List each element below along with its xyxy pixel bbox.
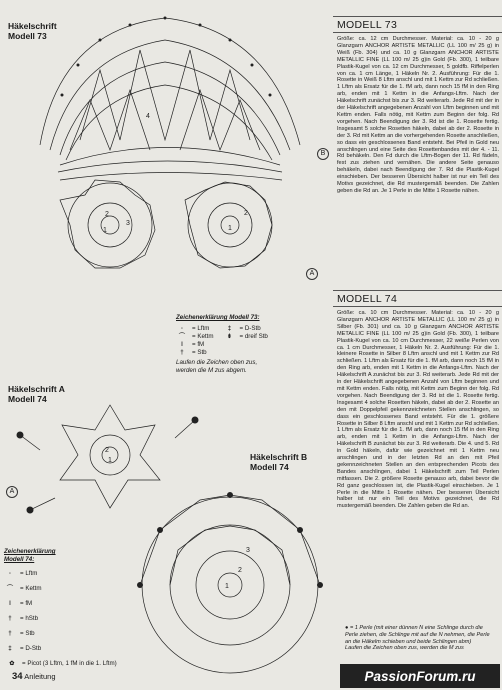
model-73-text: Größe: ca. 12 cm Durchmesser. Material: ca. 10 - 20 g Glanzgarn ANCHOR ARTISTE METALLIC (LL 100 m/ 25 g) in Weiß (Fb. 304) und ca. 10 g Glanzgarn ANCHOR ARTISTE METALLIC FINE (LL 100 m/ 25 g)in Gold (Fb. 300), 1 teilbare Plastik-Kugel von ca. 12 cm Durchmesser, 5 goldfb. Riffelperlen von ca. 1 cm Länge, 1 Häkeln Nr. 2. Ausführung: Für die 1. Rosette in Weiß 8 Lftm anschl und mit 1 Kettm zur Rd schließen. 1 Lftm als Ersatz für die 1. fM arb, dann noch 15 fM in den Ring arb, enden mit 1 Kettm in die Anfangs-Lftm. Nach der Häkelschrift zunächst bis zur 3. Rd weiterarb. Jede Rd mit der in der Häkelschrift angegebenen Anzahl von Lftm beginnen und mit Kettm enden. Falls nötig, mit Kettm zum Beginn der folg. Rd vorgehen. Nach Beendigung der 3. Rd ist die 1. Rosette fertig. Insgesamt 5 solche Rosetten häkeln, dabei ab der 2. Rosette in der 3. Rd mit Kettm an die vorhergehenden Rosette anschließen, so dass ein geschlossenes Band entsteht. Bei Pfeil in Gold neu anschlingen und eine Seite des Rosettenbandes mit der 4. - 11. Rd behäkeln. Den Fd durch die Lftm-Bogen der 11. Rd fädeln, fest zus ziehen und vernähen. Die andere Seite genauso behäkeln, dabei nach Beendigung der 7. Rd die Plastik-Kugel einschieben. Der besseren Übersicht halber ist nur ein Teil des Motivs gezeichnet, die Rd mustergemäß beenden. Die Zahlen geben die Rd an. Je 1 Perle in die Mitte 1 Rosette nähen. (337, 36, 499, 194)
svg-text:1: 1 (225, 583, 229, 590)
svg-text:3: 3 (126, 220, 130, 227)
legend-title: Zeichenerklärung Modell 73: (176, 314, 260, 321)
heading-line: Modell 74 (8, 394, 47, 404)
heading-line: Häkelschrift A (8, 384, 65, 394)
model-73-title: MODELL 73 (333, 16, 502, 33)
heading-line: Häkelschrift B (250, 452, 308, 462)
svg-text:1: 1 (108, 457, 112, 464)
watermark-logo: PassionForum.ru (340, 664, 500, 688)
label-b-circle: B (317, 148, 329, 160)
perle-note (345, 625, 495, 652)
treble-crochet-icon: ‡ (227, 325, 232, 332)
svg-text:2: 2 (105, 447, 109, 454)
legend-entry: = dreif Stb (239, 333, 268, 340)
legend-entry: = fM (192, 341, 205, 348)
treble-crochet-icon: ‡ (8, 645, 12, 652)
perle-note-text: = 1 Perle (mit einer dünnen N eine Schlinge durch die Perle ziehen, die Schlinge mit auf die N nehmen, die Perle an die Häkelm schieben und beide Schlingen abm) (345, 625, 490, 645)
picot-icon: ✿ (9, 660, 15, 667)
legend-entry: = Lftm (20, 570, 38, 577)
legend-entry: = Lftm (192, 325, 210, 332)
double-crochet-icon: † (180, 349, 184, 356)
model-74-text: Größe: ca. 10 cm Durchmesser. Material: ca. 10 - 20 g Glanzgarn ANCHOR ARTISTE METALLIC (LL 100 m/ 25 g) in Silber (Fb. 301) und ca. 10 g Glanzgarn ANCHOR ARTISTE METALLIC FINE (LL 100 m/ 25 g)in Gold (Fb. 300), 1 teilbare Plastik-Kugel von ca. 10 cm Durchmesser, 22 weiße Perlen von ca. 1 cm Durchmesser, 1 Häkeln Nr. 2. Ausführung: Für die 1. kleinere Rosette in Silber 8 Lftm anschl und mit 1 Kettm zur Rd schließen. 1 Lftm als Ersatz für die 1. fM arb, dann noch 15 fM in den Ring arb, enden mit 1 Kettm in die Anfangs-Lftm. Nach der Häkelschrift A zunächst bis zur 3. Rd weiterarb. Jede Rd mit der in der Häkelschrift angegebenen Anzahl von Lftm beginnen und mit Kettm enden. Falls nötig, mit Kettm zum Beginn der folg. Rd vorgehen. Nach Beendigung der 3. Rd ist die 1. Rosette fertig. Insgesamt 4 solche Rosetten häkeln, dabei ab der 2. Rosette an den mit Doppelpfeil gekennzeichneten Stellen anschlingen, so dass ein geschlossenes Band entsteht. Für die 1. größere Rosette in Silber 8 Lftm anschl und mit 1 Kettm zur Rd schließen. 1 Lftm als Ersatz für die 1. fM arb, dann noch 15 fM in den Ring arb, enden mit 1 Kettm in die Anfangs-Lftm. Nach der Häkelschrift B zunächst bis zur 3. Rd weiterarb. Die 4. und 5. Rd in Gold häkeln, dafür wie gezeichnet mit 1 Kettm neu anschlingen und in der letzten Rd an den mit Pfeil gekennzeichneten Stellen an den entsprechenden Picots des Bandes anschlingen, dabei 1 Häkelschrift zum Teil Perlen mitfassen. Die 2. größere Rosette genauso arb, dabei bevor die Rd ganz geschlossen ist, die Plastik-Kugel einschieben. Je 1 Perle in die Mitte 1 Rosette nähen. Der besseren Übersicht halber ist nur ein Teil des Motivs gezeichnet, die Rd mustergemäß beenden. Die Zahlen geben die Rd an. (337, 310, 499, 510)
model-74-title: MODELL 74 (333, 290, 502, 307)
legend-entry: = D-Stb (239, 325, 261, 332)
legend-title: Modell 74: (4, 556, 35, 563)
picot-legend (6, 660, 117, 668)
svg-text:2: 2 (105, 211, 109, 218)
legend-entry: = Picot (3 Lftm, 1 fM in die 1. Lftm) (22, 660, 117, 667)
svg-text:3: 3 (246, 547, 250, 554)
svg-text:2: 2 (238, 567, 242, 574)
instructions-column (333, 0, 502, 690)
section-name: Anleitung (24, 672, 56, 681)
slip-stitch-icon: ⌒ (178, 333, 186, 340)
legend-entry: = Kettm (192, 333, 214, 340)
legend-model-73 (176, 314, 326, 375)
chain-stitch-icon: ◦ (180, 325, 184, 332)
label-a-circle: A (6, 486, 18, 498)
slip-stitch-icon: ⌒ (6, 585, 14, 592)
legend-entry: = hStb (20, 615, 39, 622)
legend-entry: = Kettm (20, 585, 42, 592)
perle-note-tail: Laufen die Zeichen oben zus, werden die M zus (345, 645, 464, 652)
svg-text:1: 1 (228, 225, 232, 232)
legend-title: Zeichenerklärung (4, 548, 56, 555)
single-crochet-icon: ǀ (181, 341, 183, 348)
heading-line: Häkelschrift (8, 21, 57, 31)
legend-entry: = Stb (20, 630, 35, 637)
page-footer (12, 671, 56, 682)
svg-text:2: 2 (244, 210, 248, 217)
half-double-crochet-icon: † (8, 615, 12, 622)
heading-line: Modell 74 (250, 462, 289, 472)
svg-text:4: 4 (146, 113, 150, 120)
label-a-circle: A (306, 268, 318, 280)
legend-note: Laufen die Zeichen oben zus, (176, 359, 258, 366)
legend-entry: = D-Stb (20, 645, 42, 652)
chain-stitch-icon: ◦ (8, 570, 12, 577)
crochet-chart-model-73 (0, 0, 330, 300)
triple-treble-icon: ⇟ (226, 333, 233, 340)
single-crochet-icon: ǀ (9, 600, 11, 607)
page-number: 34 (12, 671, 23, 682)
heading-line: Modell 73 (8, 31, 47, 41)
svg-text:1: 1 (103, 227, 107, 234)
legend-model-74 (4, 548, 124, 656)
double-crochet-icon: † (8, 630, 12, 637)
bead-icon: ● (345, 625, 350, 631)
legend-note: werden die M zus abgem. (176, 367, 247, 374)
legend-entry: = Stb (192, 349, 207, 356)
legend-entry: = fM (20, 600, 33, 607)
